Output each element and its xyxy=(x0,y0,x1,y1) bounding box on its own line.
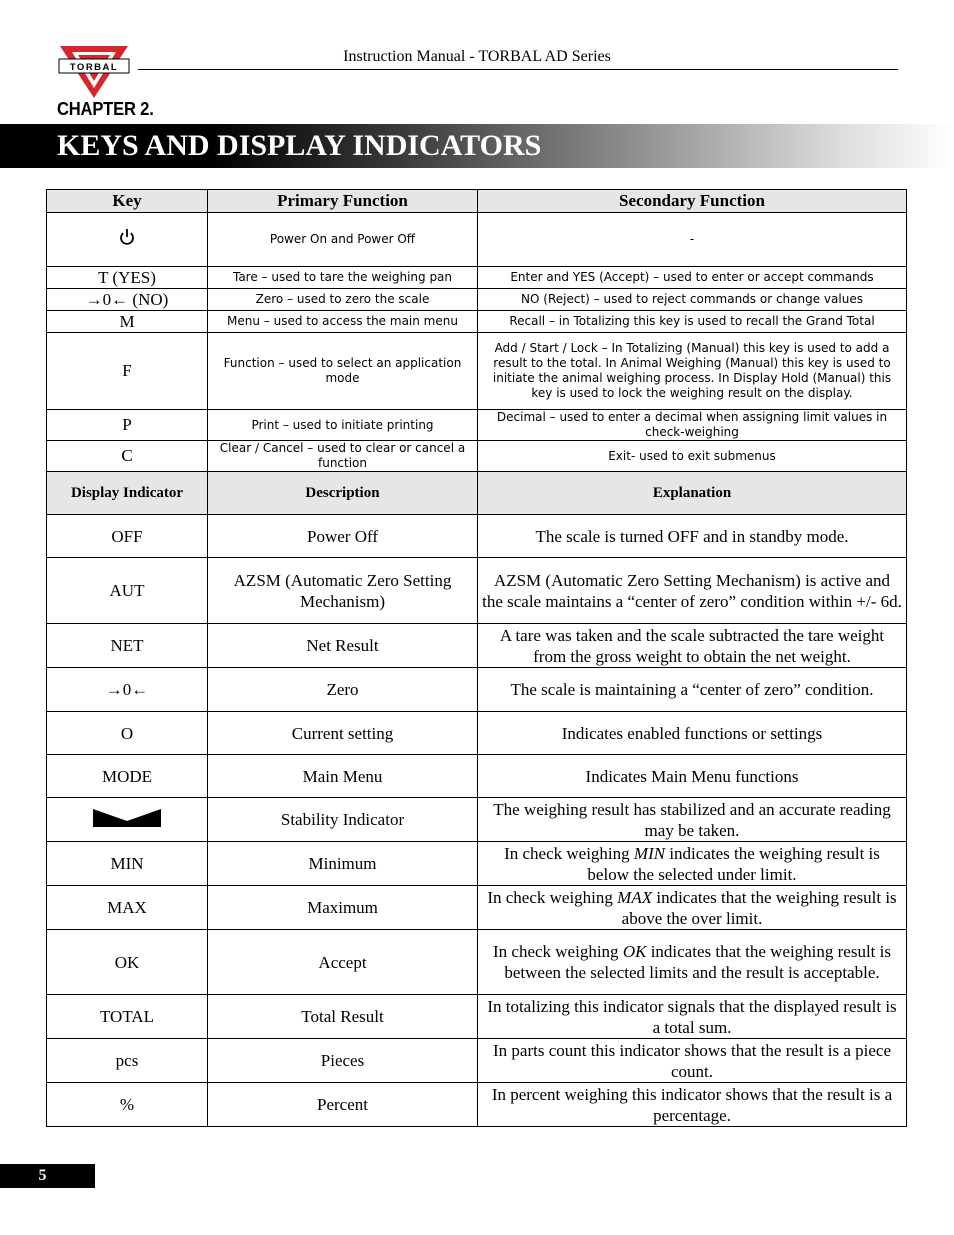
explanation-text: indicates that the weighing result is above the over limit. xyxy=(621,887,897,928)
description-cell: Accept xyxy=(208,930,478,995)
secondary-function-cell: Enter and YES (Accept) – used to enter or accept commands xyxy=(478,267,907,289)
description-cell: Net Result xyxy=(208,624,478,668)
key-cell: C xyxy=(47,441,208,472)
header-explanation: Explanation xyxy=(478,472,907,515)
table-row xyxy=(47,1083,907,1127)
secondary-function-cell: Recall – in Totalizing this key is used to recall the Grand Total xyxy=(478,311,907,333)
header-display-indicator: Display Indicator xyxy=(47,472,208,515)
chapter-title: KEYS AND DISPLAY INDICATORS xyxy=(57,129,542,162)
indicator-cell: →0← xyxy=(47,668,208,712)
description-cell: Total Result xyxy=(208,995,478,1039)
explanation-emphasis: OK xyxy=(622,942,647,961)
header-primary-function: Primary Function xyxy=(208,190,478,213)
indicator-cell: NET xyxy=(47,624,208,668)
explanation-text: In check weighing xyxy=(487,887,618,907)
key-cell: F xyxy=(47,333,208,410)
explanation-cell: In percent weighing this indicator shows that the result is a percentage. xyxy=(478,1083,907,1127)
explanation-text: indicates that the weighing result is between the selected limits and the result is acceptable. xyxy=(504,942,891,982)
primary-function-cell: Tare – used to tare the weighing pan xyxy=(208,267,478,289)
explanation-cell: The scale is maintaining a “center of zero” condition. xyxy=(478,668,907,712)
page-number: 5 xyxy=(0,1164,95,1188)
explanation-cell xyxy=(478,930,907,995)
secondary-function-cell: NO (Reject) – used to reject commands or change values xyxy=(478,289,907,311)
table-row xyxy=(47,213,907,267)
secondary-function-cell: Add / Start / Lock – In Totalizing (Manual) this key is used to add a result to the total. In Animal Weighing (Manual) this key is used to initiate the animal weighing process. In Display Hold (Manual) this key is used to lock the weighing result on the display. xyxy=(478,333,907,410)
table-row xyxy=(47,712,907,755)
explanation-cell: The weighing result has stabilized and an accurate reading may be taken. xyxy=(478,798,907,842)
description-cell: Main Menu xyxy=(208,755,478,798)
key-cell: T (YES) xyxy=(47,267,208,289)
description-cell: Current setting xyxy=(208,712,478,755)
indicator-cell: pcs xyxy=(47,1039,208,1083)
explanation-cell: In parts count this indicator shows that the result is a piece count. xyxy=(478,1039,907,1083)
key-cell xyxy=(47,213,208,267)
table-row xyxy=(47,668,907,712)
secondary-function-cell: - xyxy=(478,213,907,267)
explanation-emphasis: MIN xyxy=(633,843,666,863)
description-cell: Pieces xyxy=(208,1039,478,1083)
header-divider xyxy=(138,69,898,70)
table-row xyxy=(47,289,907,311)
secondary-function-cell: Decimal – used to enter a decimal when assigning limit values in check-weighing xyxy=(478,410,907,441)
primary-function-cell: Function – used to select an application mode xyxy=(208,333,478,410)
description-cell: Percent xyxy=(208,1083,478,1127)
description-cell: Stability Indicator xyxy=(208,798,478,842)
description-cell: AZSM (Automatic Zero Setting Mechanism) xyxy=(208,558,478,624)
table-row xyxy=(47,755,907,798)
table-row xyxy=(47,798,907,842)
table-row xyxy=(47,410,907,441)
explanation-cell: In totalizing this indicator signals that the displayed result is a total sum. xyxy=(478,995,907,1039)
table-row xyxy=(47,441,907,472)
indicator-cell: MODE xyxy=(47,755,208,798)
table-row xyxy=(47,267,907,289)
table-row xyxy=(47,995,907,1039)
indicator-cell: TOTAL xyxy=(47,995,208,1039)
keys-header-row xyxy=(47,190,907,213)
key-cell: M xyxy=(47,311,208,333)
table-row xyxy=(47,842,907,886)
table-row xyxy=(47,624,907,668)
description-cell: Power Off xyxy=(208,515,478,558)
primary-function-cell: Menu – used to access the main menu xyxy=(208,311,478,333)
chapter-label: CHAPTER 2. xyxy=(57,99,154,119)
table-row xyxy=(47,1039,907,1083)
explanation-cell: Indicates enabled functions or settings xyxy=(478,712,907,755)
indicator-cell: % xyxy=(47,1083,208,1127)
secondary-function-cell: Exit- used to exit submenus xyxy=(478,441,907,472)
header-description: Description xyxy=(208,472,478,515)
indicator-cell: AUT xyxy=(47,558,208,624)
indicators-header-row xyxy=(47,472,907,515)
description-cell: Minimum xyxy=(208,842,478,886)
description-cell: Zero xyxy=(208,668,478,712)
explanation-cell: A tare was taken and the scale subtracted the tare weight from the gross weight to obtain the net weight. xyxy=(478,624,907,668)
stability-indicator-icon xyxy=(93,807,161,832)
primary-function-cell: Print – used to initiate printing xyxy=(208,410,478,441)
explanation-cell xyxy=(478,842,907,886)
indicator-cell: MAX xyxy=(47,886,208,930)
indicator-cell: O xyxy=(47,712,208,755)
indicator-cell xyxy=(47,798,208,842)
table-row xyxy=(47,311,907,333)
explanation-cell: The scale is turned OFF and in standby mode. xyxy=(478,515,907,558)
table-row xyxy=(47,930,907,995)
keys-and-indicators-table xyxy=(46,189,907,1127)
indicator-cell: OFF xyxy=(47,515,208,558)
explanation-emphasis: MAX xyxy=(617,887,653,907)
key-cell: →0← (NO) xyxy=(47,289,208,311)
explanation-cell: Indicates Main Menu functions xyxy=(478,755,907,798)
table-row xyxy=(47,333,907,410)
header-key: Key xyxy=(47,190,208,213)
primary-function-cell: Power On and Power Off xyxy=(208,213,478,267)
explanation-cell xyxy=(478,886,907,930)
logo-text: TORBAL xyxy=(69,62,119,73)
header-secondary-function: Secondary Function xyxy=(478,190,907,213)
document-header-title: Instruction Manual - TORBAL AD Series xyxy=(343,48,611,65)
explanation-cell: AZSM (Automatic Zero Setting Mechanism) is active and the scale maintains a “center of zero” condition within +/- 6d. xyxy=(478,558,907,624)
indicator-cell: MIN xyxy=(47,842,208,886)
key-cell: P xyxy=(47,410,208,441)
power-icon xyxy=(119,231,135,250)
explanation-text: In check weighing xyxy=(504,843,634,863)
explanation-text: indicates the weighing result is below the selected under limit. xyxy=(587,843,880,884)
primary-function-cell: Zero – used to zero the scale xyxy=(208,289,478,311)
explanation-text: In check weighing xyxy=(492,942,623,961)
description-cell: Maximum xyxy=(208,886,478,930)
table-row xyxy=(47,515,907,558)
table-row xyxy=(47,886,907,930)
table-row xyxy=(47,558,907,624)
indicator-cell: OK xyxy=(47,930,208,995)
primary-function-cell: Clear / Cancel – used to clear or cancel a function xyxy=(208,441,478,472)
